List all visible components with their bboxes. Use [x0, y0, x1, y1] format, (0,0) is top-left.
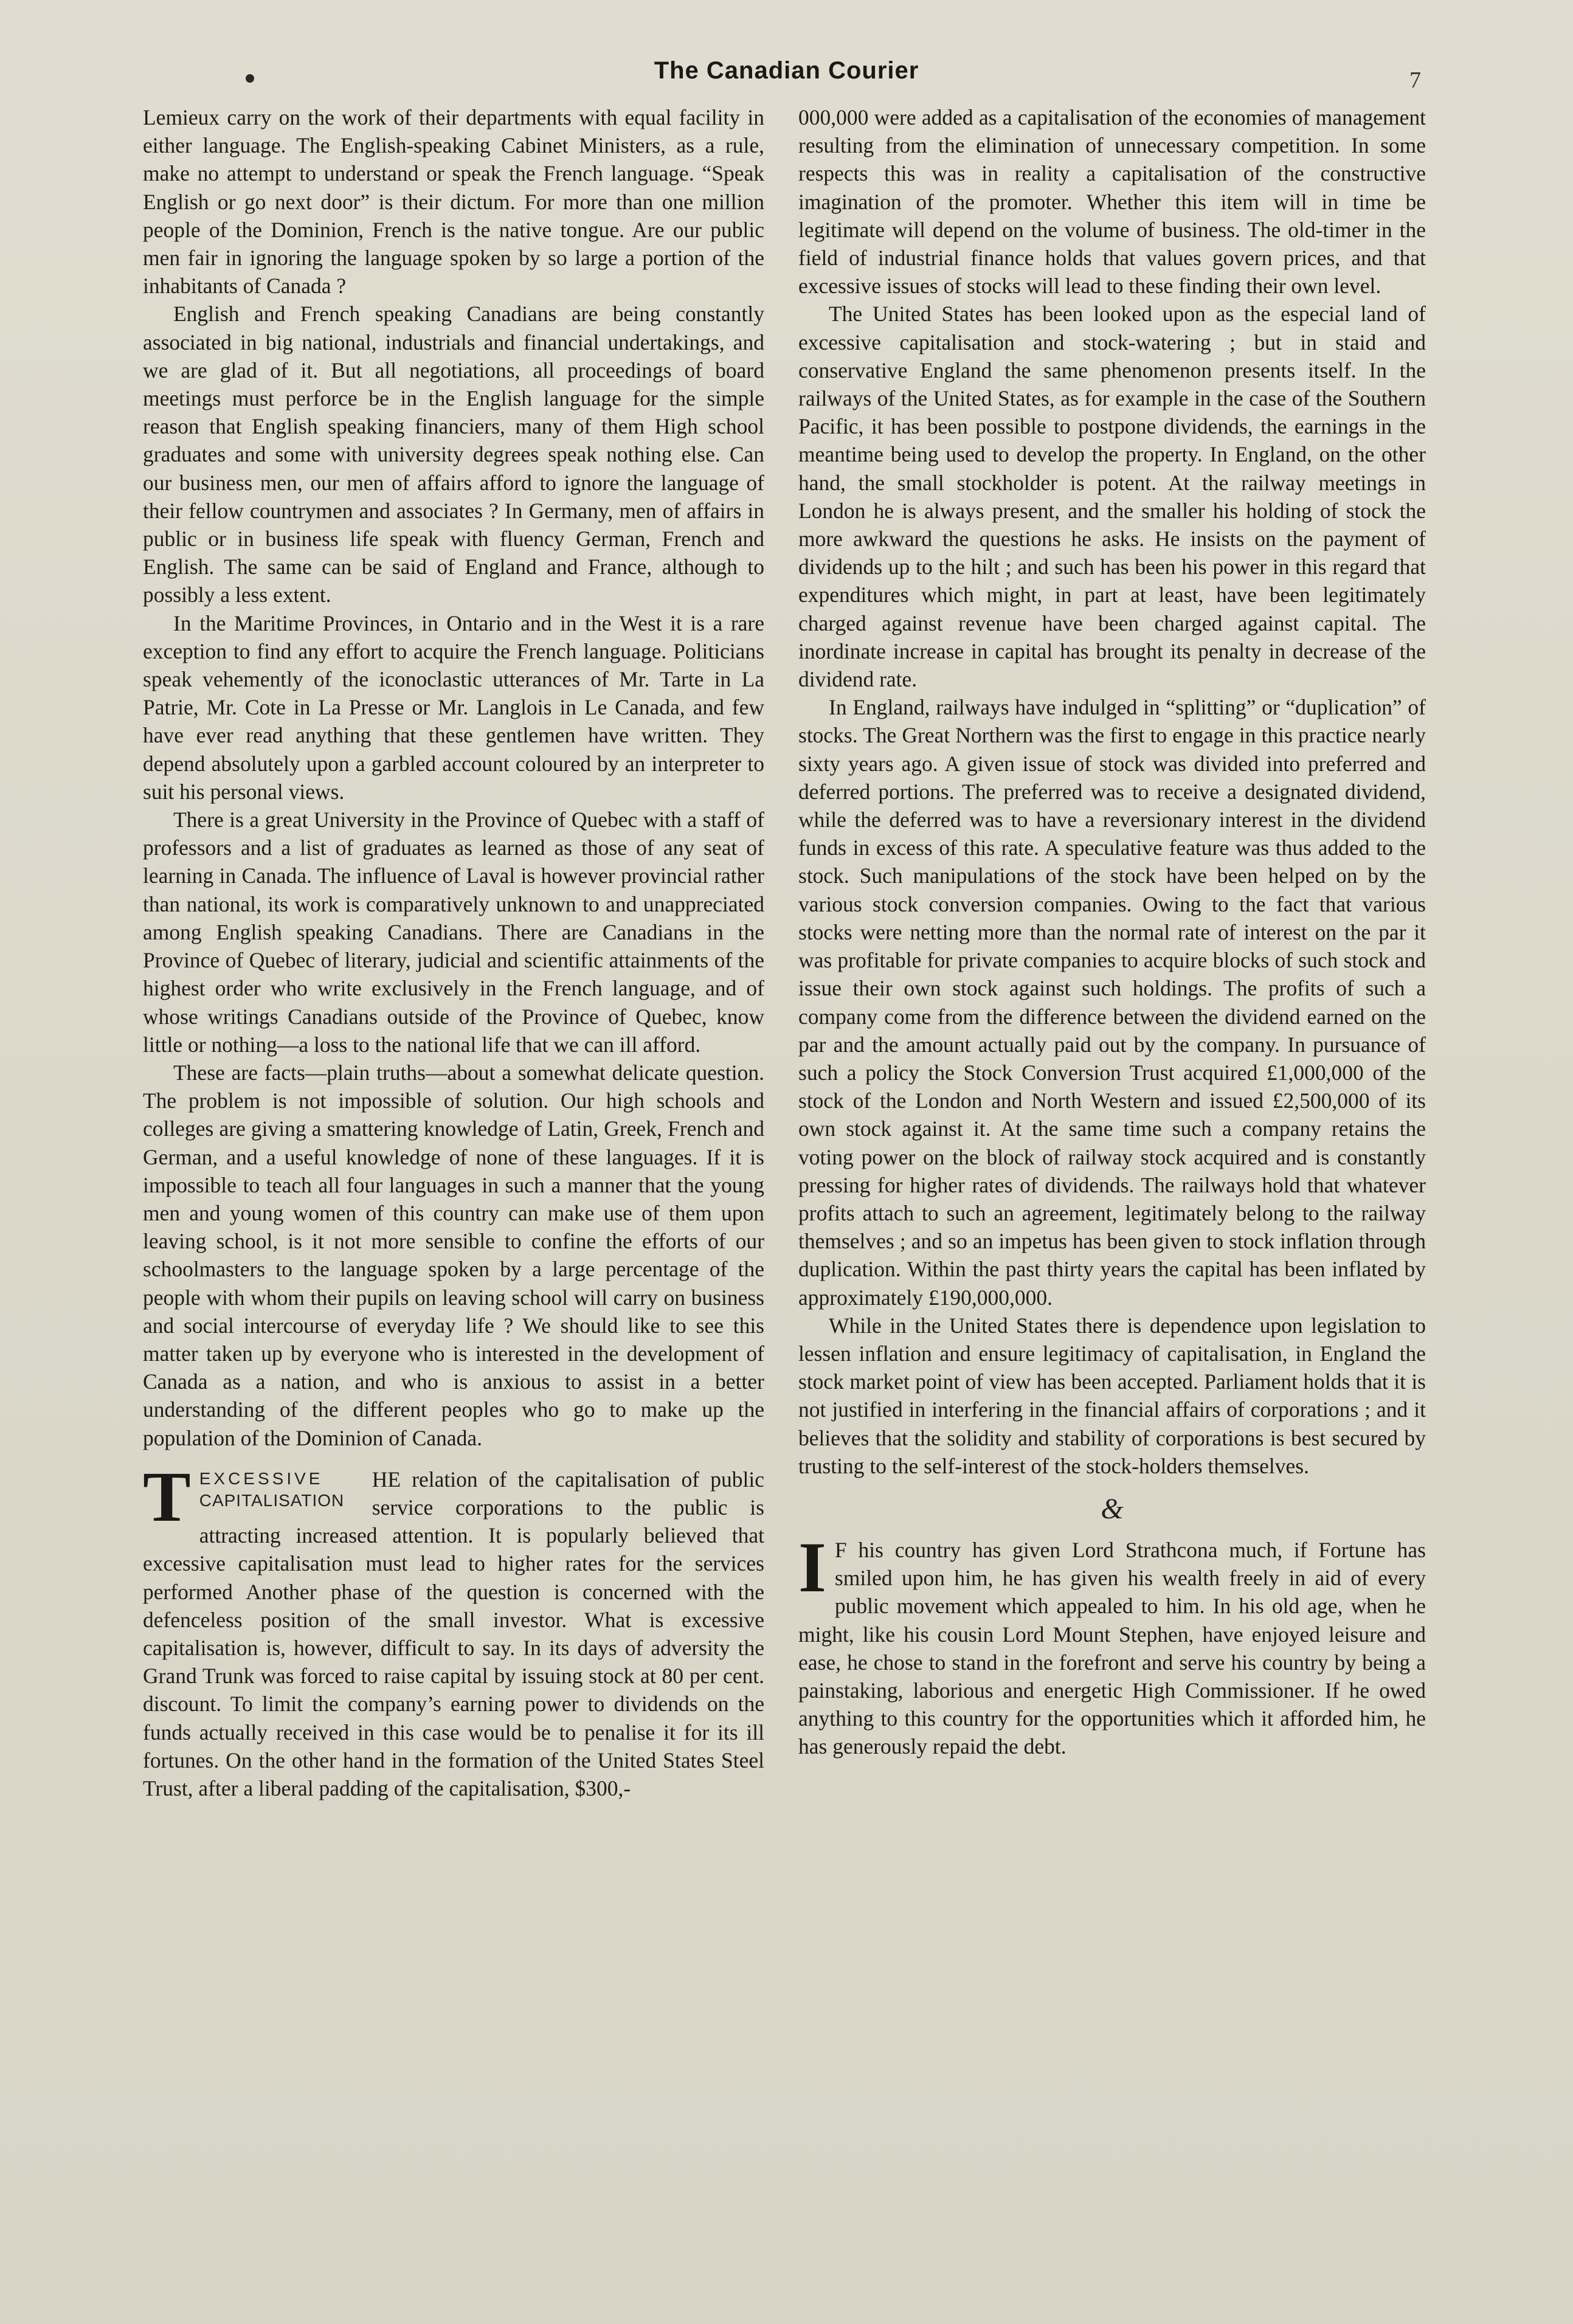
article-paragraph: English and French speaking Canadians are being constantly associated in big national, industrials and financial undertakings, and we are glad of it. But all negotiations, all proceedings of board meetings must perforce be in the English language for the simple reason that English speaking financiers, many of them High school graduates and some with university degrees speak nothing else. Can our business men, our men of affairs afford to ignore the language of their fellow countrymen and associates ? In Germany, men of affairs in public or in business life speak with fluency German, French and English. The same can be said of England and France, although to possibly a less extent.: [143, 302, 764, 607]
masthead-title: The Canadian Courier: [654, 57, 919, 84]
article-paragraph: The United States has been looked upon as the especial land of excessive capitalisation and stock-watering ; but in staid and conservative England the same phenomenon presents itself. In the railways of the United States, as for example in the case of the Southern Pacific, it has been possible to postpone dividends, the earnings in the meantime being used to develop the property. In England, on the other hand, the small stockholder is potent. At the railway meetings in London he is always present, and the smaller his holding of stock the more awkward the questions he asks. He insists on the payment of dividends up to the hilt ; and such has been his power in this regard that expenditures which might, in part at least, have been legitimately charged against revenue have been charged against capital. The inordinate increase in capital has brought its penalty in decrease of the dividend rate.: [798, 302, 1426, 692]
strathcona-section: [798, 1527, 1426, 1761]
drop-cap: I: [798, 1527, 826, 1607]
article-paragraph: In England, railways have indulged in “splitting” or “duplication” of stocks. The Great Northern was the first to engage in this practice nearly sixty years ago. A given issue of stock was divided into preferred and deferred portions. The preferred was to receive a designated dividend, while the deferred was to have a reversionary interest in the dividend funds in excess of this rate. A speculative feature was thus added to the stock. Such manipulations of the stock have been helped on by the various stock conversion companies. Owing to the fact that various stocks were netting more than the normal rate of interest on the par it was profitable for private companies to acquire blocks of such stock and issue their own stock against such holdings. The profits of such a company come from the difference between the dividend earned on the par and the amount actually paid out by the company. In pursuance of such a policy the Stock Conversion Trust acquired £1,000,000 of the stock of the London and North Western and issued £2,500,000 of its own stock against it. At the same time such a company retains the voting power on the block of railway stock acquired and is constantly pressing for higher rates of dividends. The railways hold that whatever profits attach to such an agreement, legitimately belong to the railway themselves ; and so an impetus has been given to stock inflation through duplication. Within the past thirty years the capital has been inflated by approximately £190,000,000.: [798, 695, 1426, 1310]
side-heading: [199, 1468, 358, 1512]
article-paragraph: HE relation of the capitalisation of public service corporations to the public is attracting increased attention. It is popularly believed that excessive capitalisation must lead to higher rates for the services performed Another phase of the question is concerned with the defenceless position of the small investor. What is excessive capitalisation is, however, difficult to say. In its days of adversity the Grand Trunk was forced to raise capital by issuing stock at 80 per cent. discount. To limit the company’s earning power to dividends on the funds actually received in this case would be to penalise it for its ill fortunes. On the other hand in the formation of the United States Steel Trust, after a liberal padding of the capitalisation, $300,-: [143, 1467, 764, 1800]
side-heading-line: CAPITALISATION: [199, 1490, 345, 1510]
side-heading-line: EXCESSIVE: [199, 1468, 323, 1488]
article-paragraph: Lemieux carry on the work of their departments with equal facility in either language. The English-speaking Cabinet Ministers, as a rule, make no attempt to understand or speak the French language. “Speak English or go next door” is their dictum. For more than one million people of the Dominion, French is the native tongue. Are our public men fair in ignoring the language spoken by so large a portion of the inhabitants of Canada ?: [143, 105, 764, 299]
article-paragraph: While in the United States there is dependence upon legislation to lessen inflation and ensure legitimacy of capitalisation, in England the stock market point of view has been accepted. Parliament holds that it is not justified in interfering in the financial affairs of corporations ; and it believes that the solidity and stability of corporations is best secured by trusting to the self-interest of the stock-holders themselves.: [798, 1313, 1426, 1478]
article-paragraph: In the Maritime Provinces, in Ontario and in the West it is a rare exception to find any effort to acquire the French language. Politicians speak vehemently of the iconoclastic utterances of Mr. Tarte in La Patrie, Mr. Cote in La Presse or Mr. Langlois in Le Canada, and few have ever read anything that these gentlemen have written. They depend absolutely upon a garbled account coloured by an interpreter to suit his personal views.: [143, 610, 764, 804]
article-paragraph: These are facts—plain truths—about a somewhat delicate question. The problem is not impossible of solution. Our high schools and colleges are giving a smattering knowledge of Latin, Greek, French and German, and a useful knowledge of none of these languages. If it is impossible to teach all four languages in such a manner that the young men and young women of this country can make use of them upon leaving school, is it not more sensible to confine the efforts of our schoolmasters to the language spoken by a large percentage of the people with whom their pupils on leaving school will carry on business and social intercourse of everyday life ? We should like to see this matter taken up by everyone who is interested in the development of Canada as a nation, and who is anxious to assist in a better understanding of the different peoples who go to make up the population of the Dominion of Canada.: [143, 1060, 764, 1450]
capitalisation-section: [143, 1456, 764, 1802]
right-column: [798, 103, 1426, 1761]
left-column: [143, 103, 764, 1802]
page-number: 7: [1409, 67, 1421, 93]
article-paragraph: 000,000 were added as a capitalisation of the economies of management resulting from the elimination of unnecessary competition. In some respects this was in reality a capitalisation of the constructive imagination of the promoter. Whether this item will in time be legitimate will depend on the volume of business. The old-timer in the field of industrial finance holds that values govern prices, and that excessive issues of stocks will lead to these finding their own level.: [798, 105, 1426, 299]
section-ornament: &: [1101, 1492, 1124, 1525]
article-paragraph: F his country has given Lord Strathcona much, if Fortune has smiled upon him, he has given his wealth freely in aid of every public movement which appealed to him. In his old age, when he might, like his cousin Lord Mount Stephen, have enjoyed leisure and ease, he chose to stand in the forefront and serve his country by being a painstaking, laborious and energetic High Commissioner. If he owed anything to this country for the opportunities which it afforded him, he has generously repaid the debt.: [798, 1537, 1426, 1759]
article-paragraph: There is a great University in the Province of Quebec with a staff of professors and a list of graduates as learned as those of any seat of learning in Canada. The influence of Laval is however provincial rather than national, its work is comparatively unknown to and unappreciated among English speaking Canadians. There are Canadians in the Province of Quebec of literary, judicial and scientific attainments of the highest order who write exclusively in the French language, and of whose writings Canadians outside of the Province of Quebec, know little or nothing—a loss to the national life that we can ill afford.: [143, 808, 764, 1057]
drop-cap: T: [143, 1456, 191, 1537]
